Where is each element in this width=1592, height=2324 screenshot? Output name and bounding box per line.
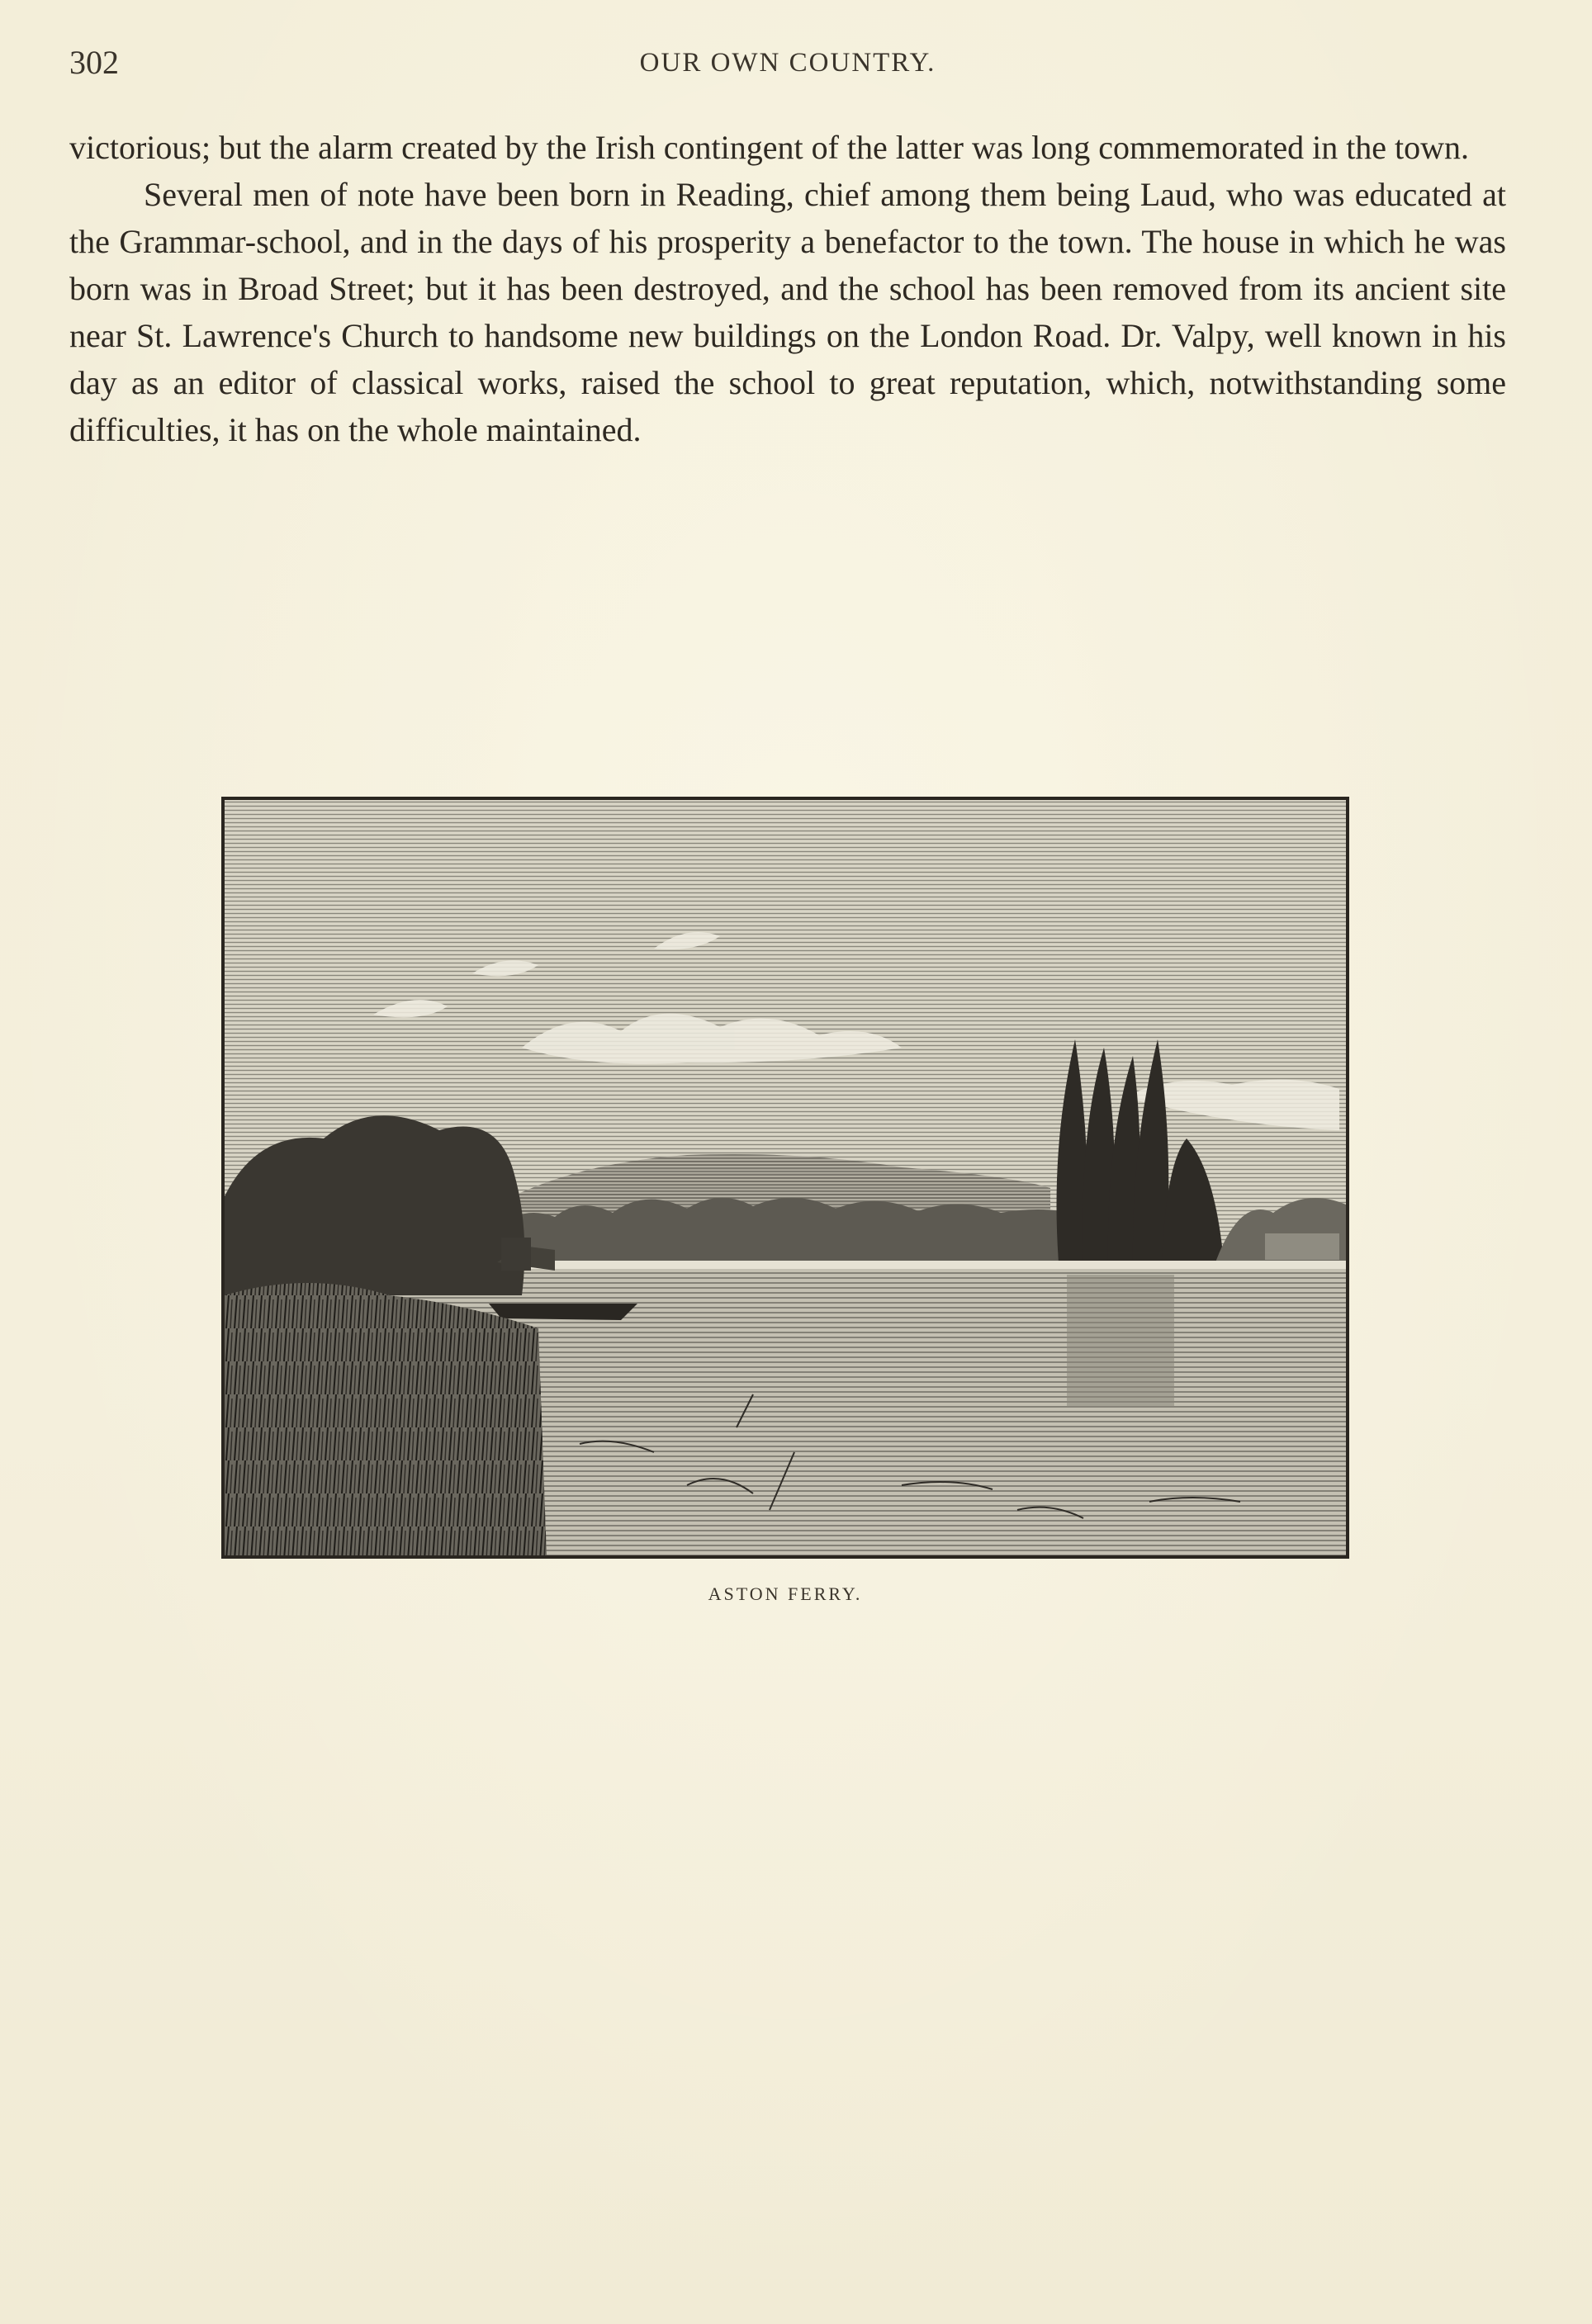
ferry-boat bbox=[489, 1304, 637, 1320]
running-head bbox=[69, 43, 1506, 84]
paragraph-reading-notables: Several men of note have been born in Reading, chief among them being Laud, who was educated at the Grammar-school, and in the days of his prosperity a benefactor to the town. The house in which he was born was in Broad Street; but it has been destroyed, and the school has been removed from its ancient site near St. Lawrence's Church to handsome new buildings on the London Road. Dr. Valpy, well known in his day as an editor of classical works, raised the school to great reputation, which, notwithstanding some difficulties, it has on the whole maintained. bbox=[69, 176, 1506, 448]
paragraph-continued: victorious; but the alarm created by the Irish contingent of the latter was long commemorated in the town. bbox=[69, 129, 1470, 166]
far-shore bbox=[497, 1261, 1346, 1269]
reed-bed bbox=[225, 1283, 547, 1555]
figure-caption: ASTON FERRY. bbox=[708, 1583, 863, 1604]
page-number: 302 bbox=[69, 44, 119, 81]
tree-reflection bbox=[1067, 1275, 1174, 1407]
body-text bbox=[69, 124, 1506, 453]
riverside-house bbox=[1265, 1233, 1339, 1260]
engraving-drawing bbox=[225, 800, 1346, 1555]
engraving-illustration bbox=[221, 797, 1349, 1559]
running-title: OUR OWN COUNTRY. bbox=[639, 48, 936, 78]
